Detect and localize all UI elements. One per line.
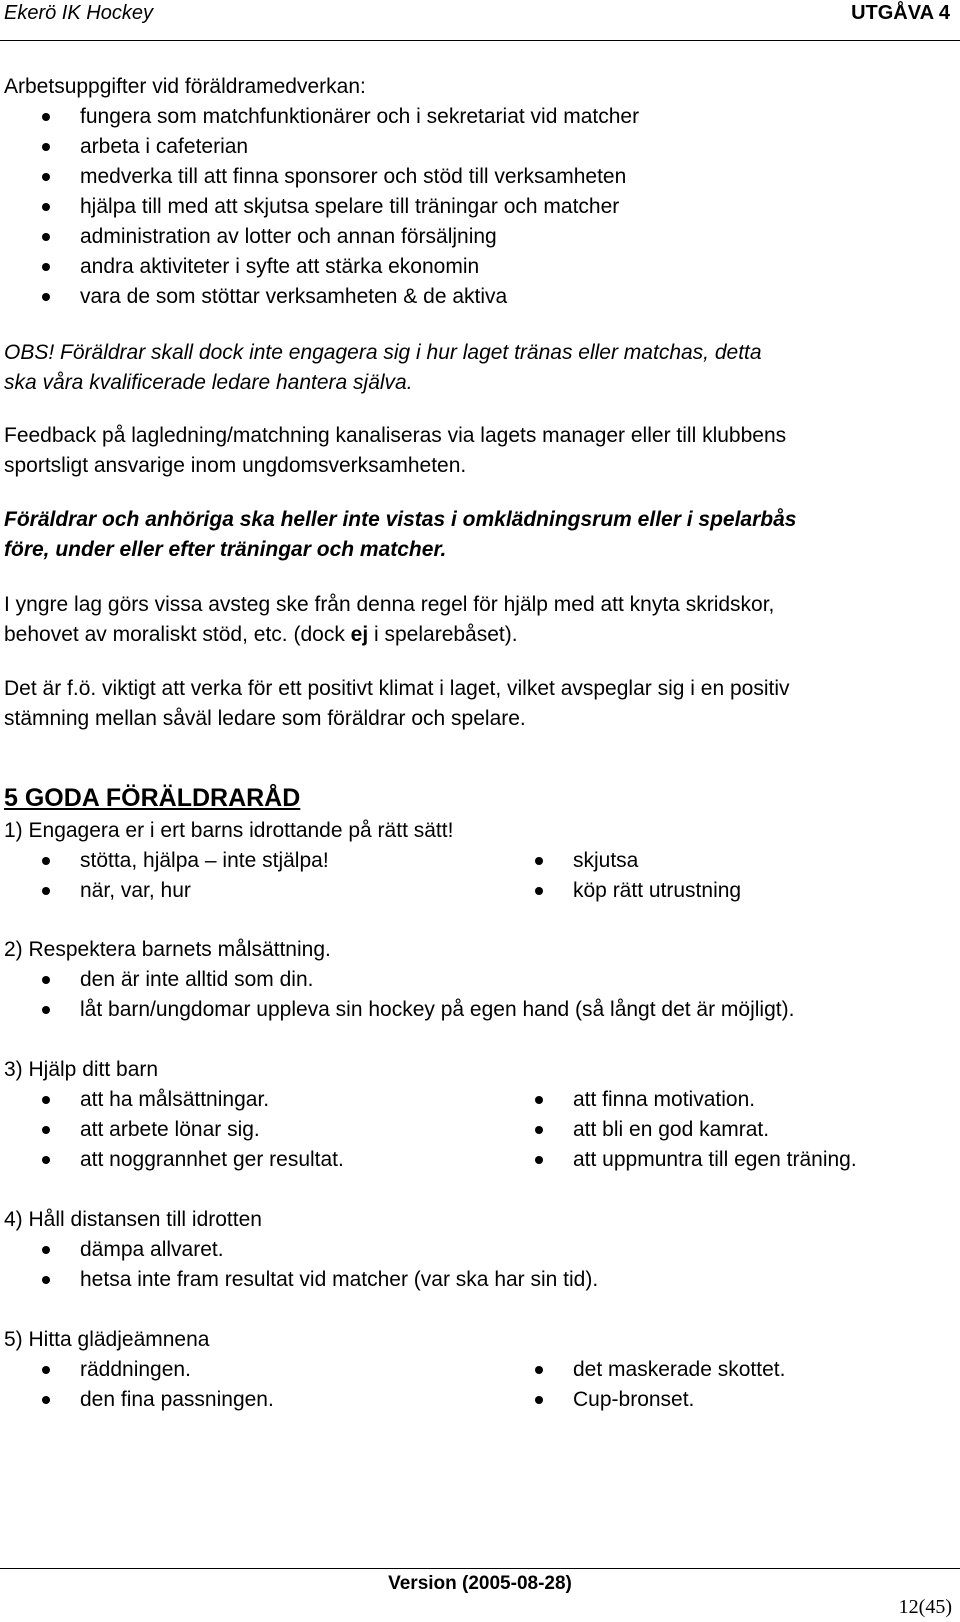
bullet-icon <box>42 1156 50 1164</box>
header-divider <box>0 40 960 41</box>
bullet-icon <box>42 857 50 865</box>
bullet-icon <box>42 887 50 895</box>
bullet-icon <box>42 233 50 241</box>
header-edition: UTGÅVA 4 <box>851 2 950 24</box>
feedback-paragraph: Feedback på lagledning/matchning kanaliseras via lagets manager eller till klubbens sportsligt ansvarige inom ungdomsverksamheten. <box>4 424 787 477</box>
footer-divider <box>0 1568 960 1569</box>
bullet-icon <box>535 1366 543 1374</box>
bullet-icon <box>42 1396 50 1404</box>
bullet-icon <box>535 1396 543 1404</box>
bullet-icon <box>42 143 50 151</box>
rule-paragraph: Föräldrar och anhöriga ska heller inte vistas i omklädningsrum eller i spelarbås före, under eller efter träningar och matcher. <box>4 508 797 561</box>
advice-heading: 5 GODA FÖRÄLDRARÅD <box>4 784 301 812</box>
bullet-icon <box>535 857 543 865</box>
bullet-icon <box>535 887 543 895</box>
bullet-icon <box>42 113 50 121</box>
bullet-icon <box>42 173 50 181</box>
bullet-icon <box>535 1156 543 1164</box>
bullet-icon <box>42 976 50 984</box>
advice-section-4-title: 4) Håll distansen till idrotten <box>4 1208 262 1231</box>
bullet-icon <box>42 1126 50 1134</box>
bullet-icon <box>42 1366 50 1374</box>
tasks-title: Arbetsuppgifter vid föräldramedverkan: <box>4 75 366 98</box>
advice-section-1-title: 1) Engagera er i ert barns idrottande på rätt sätt! <box>4 819 454 842</box>
header-club-name: Ekerö IK Hockey <box>4 2 153 24</box>
climate-paragraph: Det är f.ö. viktigt att verka för ett positivt klimat i laget, vilket avspeglar sig i en positiv stämning mellan såväl ledare som föräldrar och spelare. <box>4 677 790 730</box>
bullet-icon <box>42 263 50 271</box>
bullet-icon <box>42 1276 50 1284</box>
exception-paragraph: I yngre lag görs vissa avsteg ske från denna regel för hjälp med att knyta skridskor, behovet av moraliskt stöd, etc. (dock ej i spelarebåset). <box>4 593 775 646</box>
bullet-icon <box>42 293 50 301</box>
bullet-icon <box>535 1096 543 1104</box>
bullet-icon <box>535 1126 543 1134</box>
page-number: 12(45) <box>898 1596 952 1618</box>
advice-section-3-title: 3) Hjälp ditt barn <box>4 1058 159 1081</box>
bullet-icon <box>42 203 50 211</box>
advice-section-2-title: 2) Respektera barnets målsättning. <box>4 938 331 961</box>
obs-paragraph: OBS! Föräldrar skall dock inte engagera sig i hur laget tränas eller matchas, detta ska våra kvalificerade ledare hantera själva. <box>4 341 762 394</box>
bullet-icon <box>42 1246 50 1254</box>
footer-version: Version (2005-08-28) <box>388 1573 572 1594</box>
bullet-icon <box>42 1096 50 1104</box>
advice-section-5-title: 5) Hitta glädjeämnena <box>4 1328 210 1351</box>
bullet-icon <box>42 1006 50 1014</box>
